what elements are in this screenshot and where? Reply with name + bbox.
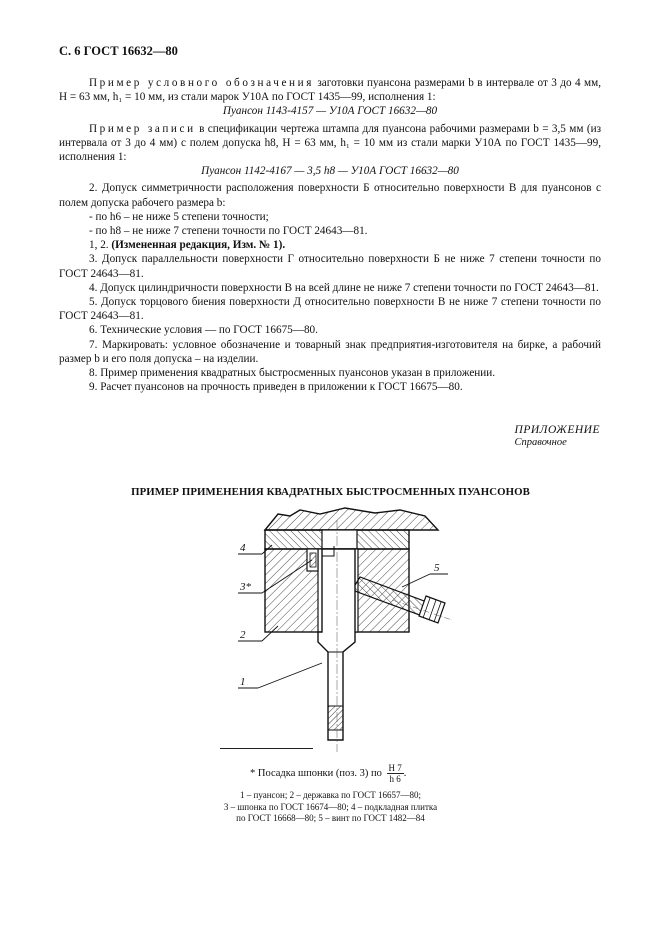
paragraph-lead: Пример условного обозначения — [89, 77, 314, 89]
record-example: Пуансон 1142-4167 — 3,5 h8 — У10А ГОСТ 16632—80 — [201, 165, 459, 178]
paragraph-text: в спецификации чертежа штампа для пуансона рабочими размерами b = 3,5 мм (из интервала от 3 до 4 мм) с полем допуска h8, H = 63 мм, h₁ = 10 мм из стали марки У10А по ГОСТ 1435—99, исполнения 1: — [59, 122, 601, 164]
paragraph-lead: Пример записи — [89, 122, 196, 135]
item-5: 5. Допуск торцового биения поверхности Д относительно поверхности В не ниже 7 степени точности по ГОСТ 24643—81. — [59, 296, 601, 323]
callout-3: 3* — [240, 581, 251, 593]
item-4: 4. Допуск цилиндричности поверхности В на всей длине не ниже 7 степени точности по ГОСТ 24643—81. — [89, 281, 599, 294]
fit-numerator: H 7 — [388, 763, 402, 773]
page-header: С. 6 ГОСТ 16632—80 — [59, 44, 178, 58]
footnote — [250, 763, 406, 784]
appendix-subtitle: Справочное — [514, 437, 567, 448]
item-3: 3. Допуск параллельности поверхности Г относительно поверхности Б не ниже 7 степени точности по ГОСТ 24643—81. — [59, 253, 601, 280]
item-2a: - по h6 – не ниже 5 степени точности; — [89, 210, 269, 223]
item-2b: - по h8 – не ниже 7 степени точности по ГОСТ 24643—81. — [89, 225, 368, 238]
fit-fraction — [387, 763, 404, 784]
legend-line: по ГОСТ 16668—80; 5 – винт по ГОСТ 1482—84 — [236, 813, 425, 823]
callout-4: 4 — [240, 542, 246, 554]
section-title: ПРИМЕР ПРИМЕНЕНИЯ КВАДРАТНЫХ БЫСТРОСМЕННЫХ ПУАНСОНОВ — [131, 486, 530, 498]
item-6: 6. Технические условия — по ГОСТ 16675—80. — [89, 324, 318, 337]
designation-example: Пуансон 1143-4157 — У10А ГОСТ 16632—80 — [222, 105, 438, 118]
legend-line: 1 – пуансон; 2 – державка по ГОСТ 16657—80; — [240, 790, 421, 800]
appendix-title: ПРИЛОЖЕНИЕ — [514, 424, 600, 436]
fit-denominator: h 6 — [389, 774, 401, 784]
drawing-legend — [0, 790, 661, 825]
paragraph-text: заготовки пуансона размерами b в интервале от 3 до 4 мм, H = 63 мм, h₁ = 10 мм, из стали марок У10А по ГОСТ 1435—99, исполнения 1: — [59, 77, 601, 104]
item-2: 2. Допуск симметричности расположения поверхности Б относительно поверхности В для пуансонов с полем допуска рабочего размера b: — [59, 182, 601, 209]
upper-plate — [265, 508, 438, 530]
legend-line: 3 – шпонка по ГОСТ 16674—80; 4 – подкладная плитка — [223, 801, 438, 812]
item-7: 7. Маркировать: условное обозначение и товарный знак предприятия-изготовителя на бирке, а рабочий размер b и его поля допуска – на изделии. — [59, 338, 601, 365]
punch — [318, 520, 355, 752]
item-9: 9. Расчет пуансонов на прочность приведен в приложении к ГОСТ 16675—80. — [89, 381, 463, 394]
amendment-note: (Измененная редакция, Изм. № 1). — [111, 239, 286, 252]
footnote-text: * Посадка шпонки (поз. 3) по — [250, 767, 382, 779]
footnote-end: . — [403, 767, 407, 779]
footnote-separator — [220, 748, 313, 749]
callout-5: 5 — [434, 562, 440, 574]
callout-1: 1 — [240, 676, 246, 688]
item-8: 8. Пример применения квадратных быстросменных пуансонов указан в приложении. — [89, 367, 496, 380]
callout-2: 2 — [240, 629, 246, 641]
amendment-prefix: 1, 2. — [89, 239, 112, 252]
